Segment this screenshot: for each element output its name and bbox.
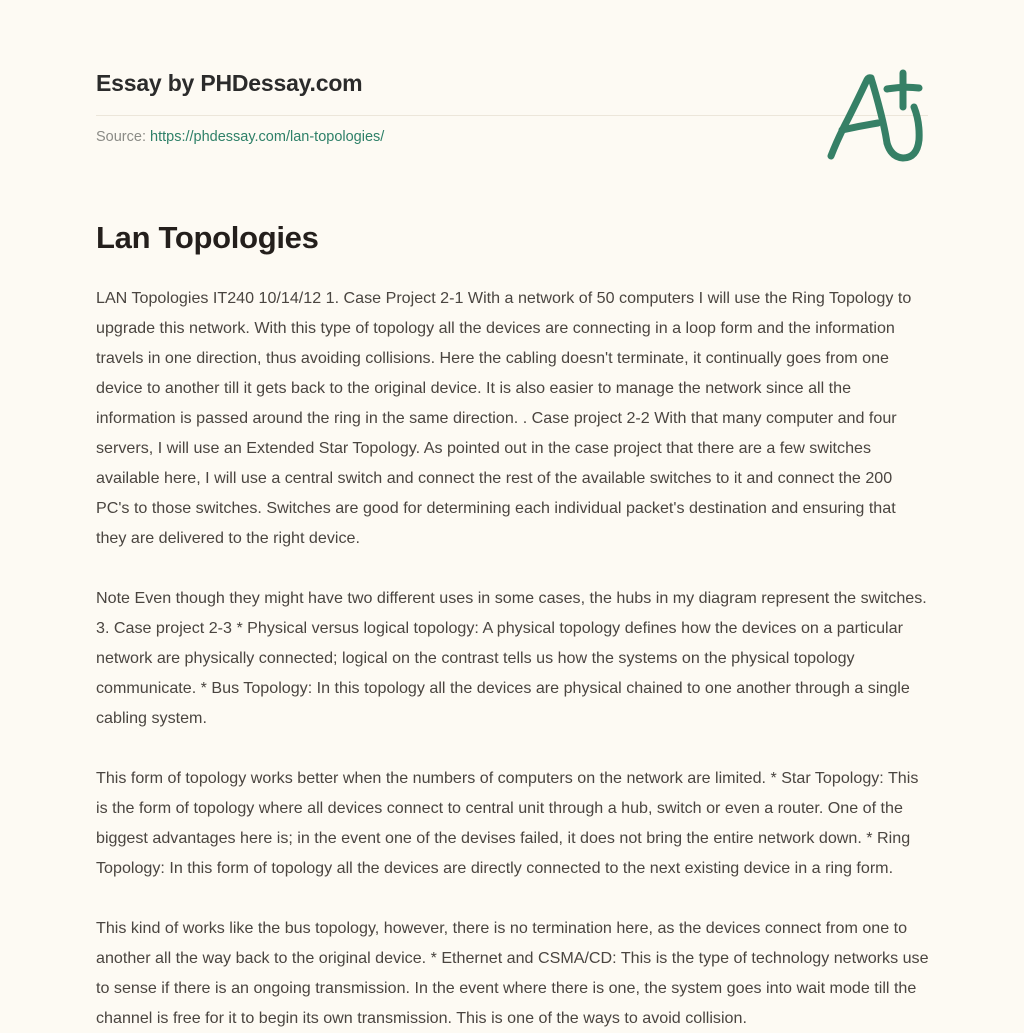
page-title: Lan Topologies <box>96 220 319 255</box>
essay-body <box>96 283 930 1033</box>
source-line <box>96 129 928 145</box>
page-header <box>96 70 928 145</box>
essay-paragraph: This kind of works like the bus topology, however, there is no termination here, as the devices connect from one to another all the way back to the original device. * Ethernet and CSMA/CD: This is the type of technology networks use to sense if there is an ongoing transmission. In the event where there is one, the system goes into wait mode till the channel is free for it to begin its own transmission. This is one of the ways to avoid collision. <box>96 919 929 1027</box>
essay-paragraph: LAN Topologies IT240 10/14/12 1. Case Project 2-1 With a network of 50 computers I will use the Ring Topology to upgrade this network. With this type of topology all the devices are connecting in a loop form and the information travels in one direction, thus avoiding collisions. Here the cabling doesn't terminate, it continually goes from one device to another till it gets back to the original device. It is also easier to manage the network since all the information is passed around the ring in the same direction. . Case project 2-2 With that many computer and four servers, I will use an Extended Star Topology. As pointed out in the case project that there are a few switches available here, I will use a central switch and connect the rest of the available switches to it and connect the 200 PC's to those switches. Switches are good for determining each individual packet's destination and ensuring that they are delivered to the right device. <box>96 289 912 547</box>
aplus-logo <box>818 64 930 168</box>
brand-title: Essay by PHDessay.com <box>96 70 363 96</box>
source-url-link[interactable]: https://phdessay.com/lan-topologies/ <box>150 128 385 145</box>
essay-paragraph: This form of topology works better when the numbers of computers on the network are limited. * Star Topology: This is the form of topology where all devices connect to central unit through a hub, switch or even a router. One of the biggest advantages here is; in the event one of the devises failed, it does not bring the entire network down. * Ring Topology: In this form of topology all the devices are directly connected to the next existing device in a ring form. <box>96 769 919 877</box>
essay-paragraph: Note Even though they might have two different uses in some cases, the hubs in my diagram represent the switches. 3. Case project 2-3 * Physical versus logical topology: A physical topology defines how the devices on a particular network are physically connected; logical on the contrast tells us how the systems on the physical topology communicate. * Bus Topology: In this topology all the devices are physical chained to one another through a single cabling system. <box>96 589 927 727</box>
header-divider <box>96 115 928 116</box>
source-label: Source: <box>96 128 146 145</box>
aplus-logo-icon <box>818 64 930 168</box>
